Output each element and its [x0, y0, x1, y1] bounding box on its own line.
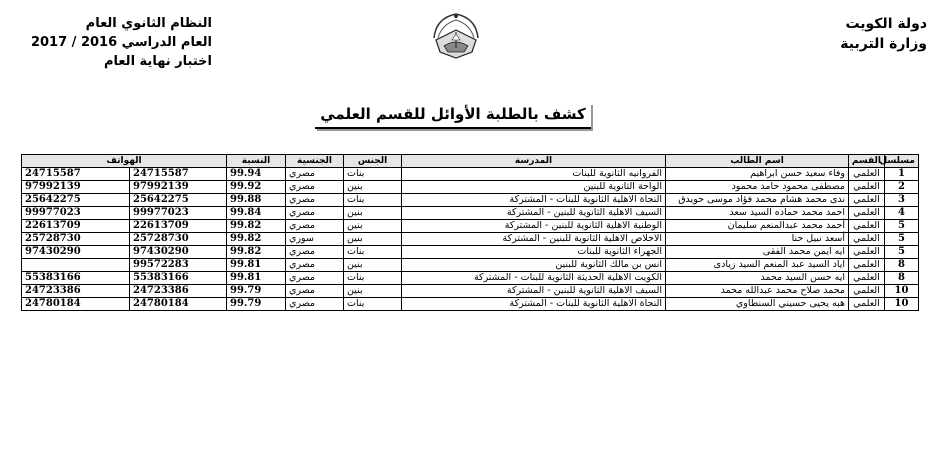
- phone-cell: 55383166: [130, 272, 227, 285]
- section-cell: العلمي: [849, 285, 885, 298]
- section-cell: العلمي: [849, 246, 885, 259]
- student-name-cell: ايه حسن السيد محمد: [666, 272, 849, 285]
- table-row: [22, 181, 919, 194]
- table-body: [22, 168, 919, 311]
- kuwait-emblem-icon: [428, 8, 484, 62]
- phone-cell: 24715587: [22, 168, 130, 181]
- nationality-cell: مصري: [286, 181, 344, 194]
- student-name-cell: أسعد نبيل حنا: [666, 233, 849, 246]
- school-cell: الجهراء الثانوية للبنات: [402, 246, 666, 259]
- school-cell: النجاة الاهلية الثانوية للبنات - المشتركة: [402, 194, 666, 207]
- serial-cell: 5: [885, 220, 919, 233]
- phone-cell: 24780184: [130, 298, 227, 311]
- phone-cell: 25642275: [22, 194, 130, 207]
- nationality-cell: مصري: [286, 285, 344, 298]
- school-cell: الاخلاص الاهلية الثانوية للبنين - المشتركة: [402, 233, 666, 246]
- section-cell: العلمي: [849, 168, 885, 181]
- table-row: [22, 168, 919, 181]
- student-name-cell: وفاء سعيد حسن ابراهيم: [666, 168, 849, 181]
- nationality-cell: مصري: [286, 272, 344, 285]
- table-row: [22, 259, 919, 272]
- gender-cell: بنات: [344, 168, 402, 181]
- table-row: [22, 194, 919, 207]
- phone-cell: 24723386: [130, 285, 227, 298]
- table-row: [22, 285, 919, 298]
- section-cell: العلمي: [849, 207, 885, 220]
- school-cell: الوطنية الاهلية الثانوية للبنين - المشتركة: [402, 220, 666, 233]
- header-percentage: النسبة: [227, 155, 286, 168]
- phone-cell: 97430290: [22, 246, 130, 259]
- phone-cell: 25728730: [130, 233, 227, 246]
- gender-cell: بنين: [344, 207, 402, 220]
- header-phones: الهواتف: [22, 155, 227, 168]
- school-cell: الفروانيه الثانوية للبنات: [402, 168, 666, 181]
- header-gender: الجنس: [344, 155, 402, 168]
- percentage-cell: 99.82: [227, 220, 286, 233]
- serial-cell: 4: [885, 207, 919, 220]
- phone-cell: 55383166: [22, 272, 130, 285]
- gender-cell: بنات: [344, 272, 402, 285]
- student-name-cell: أحمد محمد عبدالمنعم سليمان: [666, 220, 849, 233]
- school-cell: الكويت الاهلية الحديثة الثانوية للبنات - المشتركة: [402, 272, 666, 285]
- serial-cell: 5: [885, 233, 919, 246]
- phone-cell: 97992139: [130, 181, 227, 194]
- header-section: القسم: [849, 155, 885, 168]
- table-row: [22, 298, 919, 311]
- student-name-cell: اياد السيد عبد المنعم السيد زيادى: [666, 259, 849, 272]
- percentage-cell: 99.94: [227, 168, 286, 181]
- percentage-cell: 99.82: [227, 233, 286, 246]
- phone-cell: 25728730: [22, 233, 130, 246]
- header-right: [840, 14, 927, 54]
- serial-cell: 10: [885, 298, 919, 311]
- gender-cell: بنات: [344, 194, 402, 207]
- academic-year: العام الدراسي 2016 / 2017: [30, 35, 212, 50]
- system-name: النظام الثانوي العام: [85, 16, 212, 31]
- gender-cell: بنين: [344, 285, 402, 298]
- gender-cell: بنين: [344, 181, 402, 194]
- percentage-cell: 99.88: [227, 194, 286, 207]
- student-name-cell: محمد صلاح محمد عبدالله محمد: [666, 285, 849, 298]
- nationality-cell: مصري: [286, 168, 344, 181]
- section-cell: العلمي: [849, 298, 885, 311]
- percentage-cell: 99.79: [227, 298, 286, 311]
- nationality-cell: مصري: [286, 194, 344, 207]
- section-cell: العلمي: [849, 272, 885, 285]
- student-name-cell: ايه ايمن محمد الفقى: [666, 246, 849, 259]
- percentage-cell: 99.92: [227, 181, 286, 194]
- section-cell: العلمي: [849, 259, 885, 272]
- header-left: [22, 14, 212, 71]
- school-cell: السيف الاهلية الثانوية للبنين - المشتركة: [402, 207, 666, 220]
- gender-cell: بنين: [344, 233, 402, 246]
- ministry-name: وزارة التربية: [840, 36, 927, 52]
- percentage-cell: 99.81: [227, 272, 286, 285]
- table-row: [22, 246, 919, 259]
- school-cell: السيف الاهلية الثانوية للبنين - المشتركة: [402, 285, 666, 298]
- section-cell: العلمي: [849, 181, 885, 194]
- table-header-row: [22, 155, 919, 168]
- school-cell: النجاة الاهلية الثانوية للبنات - المشتركة: [402, 298, 666, 311]
- gender-cell: بنين: [344, 220, 402, 233]
- phone-cell: 99977023: [130, 207, 227, 220]
- gender-cell: بنين: [344, 259, 402, 272]
- section-cell: العلمي: [849, 233, 885, 246]
- school-cell: انس بن مالك الثانوية للبنين: [402, 259, 666, 272]
- percentage-cell: 99.79: [227, 285, 286, 298]
- results-table: [21, 154, 919, 311]
- student-name-cell: مصطفى محمود حامد محمود: [666, 181, 849, 194]
- serial-cell: 8: [885, 272, 919, 285]
- table-row: [22, 233, 919, 246]
- nationality-cell: مصري: [286, 207, 344, 220]
- exam-name: اختبار نهاية العام: [103, 54, 212, 69]
- phone-cell: 22613709: [22, 220, 130, 233]
- table-row: [22, 220, 919, 233]
- phone-cell: 22613709: [130, 220, 227, 233]
- phone-cell: [22, 259, 130, 272]
- nationality-cell: سوري: [286, 233, 344, 246]
- header-nationality: الجنسية: [286, 155, 344, 168]
- table-row: [22, 272, 919, 285]
- serial-cell: 8: [885, 259, 919, 272]
- percentage-cell: 99.82: [227, 246, 286, 259]
- serial-cell: 1: [885, 168, 919, 181]
- phone-cell: 99977023: [22, 207, 130, 220]
- header-serial: مسلسل: [885, 155, 919, 168]
- phone-cell: 97992139: [22, 181, 130, 194]
- phone-cell: 99572283: [130, 259, 227, 272]
- school-cell: الواحة الثانوية للبنين: [402, 181, 666, 194]
- phone-cell: 97430290: [130, 246, 227, 259]
- country-name: دولة الكويت: [845, 16, 927, 32]
- nationality-cell: مصري: [286, 259, 344, 272]
- gender-cell: بنات: [344, 298, 402, 311]
- gender-cell: بنات: [344, 246, 402, 259]
- report-title: كشف بالطلبة الأوائل للقسم العلمي: [315, 103, 591, 129]
- serial-cell: 3: [885, 194, 919, 207]
- serial-cell: 5: [885, 246, 919, 259]
- nationality-cell: مصري: [286, 298, 344, 311]
- phone-cell: 24780184: [22, 298, 130, 311]
- header-school: المدرسة: [402, 155, 666, 168]
- serial-cell: 2: [885, 181, 919, 194]
- serial-cell: 10: [885, 285, 919, 298]
- phone-cell: 24723386: [22, 285, 130, 298]
- percentage-cell: 99.81: [227, 259, 286, 272]
- phone-cell: 24715587: [130, 168, 227, 181]
- section-cell: العلمي: [849, 194, 885, 207]
- table-row: [22, 207, 919, 220]
- student-name-cell: هبه يحيى حسيني السنطاوي: [666, 298, 849, 311]
- percentage-cell: 99.84: [227, 207, 286, 220]
- nationality-cell: مصري: [286, 220, 344, 233]
- header-name: اسم الطالب: [666, 155, 849, 168]
- student-name-cell: احمد محمد حماده السيد سعد: [666, 207, 849, 220]
- section-cell: العلمي: [849, 220, 885, 233]
- phone-cell: 25642275: [130, 194, 227, 207]
- student-name-cell: ندى محمد هشام محمد فؤاد موسى حويدق: [666, 194, 849, 207]
- nationality-cell: مصري: [286, 246, 344, 259]
